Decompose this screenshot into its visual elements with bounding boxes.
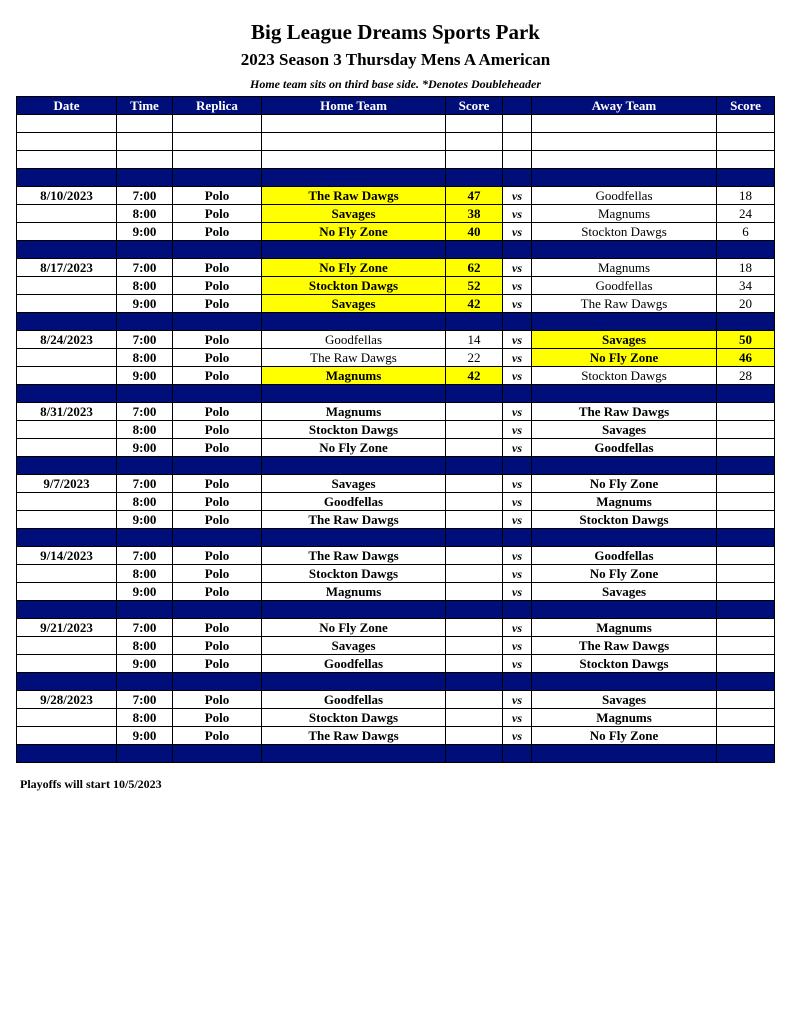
home-team-cell: Goodfellas xyxy=(262,691,446,709)
time-cell: 9:00 xyxy=(117,295,173,313)
away-team-cell: The Raw Dawgs xyxy=(532,403,717,421)
home-team-cell: Magnums xyxy=(262,367,446,385)
date-cell: 9/14/2023 xyxy=(17,547,117,565)
vs-cell: vs xyxy=(503,655,532,673)
home-team-cell: No Fly Zone xyxy=(262,439,446,457)
week-separator-row xyxy=(17,673,775,691)
week-separator-row xyxy=(17,313,775,331)
home-score-cell: 22 xyxy=(446,349,503,367)
home-team-cell: The Raw Dawgs xyxy=(262,349,446,367)
vs-cell: vs xyxy=(503,439,532,457)
game-row xyxy=(17,187,775,205)
home-team-cell: Savages xyxy=(262,205,446,223)
field-cell: Polo xyxy=(173,187,262,205)
home-score-cell xyxy=(446,691,503,709)
away-score-cell xyxy=(717,403,775,421)
date-cell xyxy=(17,637,117,655)
home-team-cell: The Raw Dawgs xyxy=(262,511,446,529)
away-score-cell: 6 xyxy=(717,223,775,241)
home-score-cell: 52 xyxy=(446,277,503,295)
vs-cell: vs xyxy=(503,475,532,493)
column-header-away-team: Away Team xyxy=(532,97,717,115)
home-team-cell: Magnums xyxy=(262,403,446,421)
vs-cell: vs xyxy=(503,637,532,655)
away-team-cell: Goodfellas xyxy=(532,187,717,205)
vs-cell: vs xyxy=(503,295,532,313)
away-team-cell: Magnums xyxy=(532,709,717,727)
field-cell: Polo xyxy=(173,367,262,385)
date-cell xyxy=(17,493,117,511)
week-separator-row xyxy=(17,169,775,187)
game-row xyxy=(17,259,775,277)
game-row xyxy=(17,349,775,367)
vs-cell: vs xyxy=(503,511,532,529)
game-row xyxy=(17,511,775,529)
field-cell: Polo xyxy=(173,709,262,727)
time-cell: 9:00 xyxy=(117,367,173,385)
home-team-cell: Savages xyxy=(262,295,446,313)
date-cell xyxy=(17,709,117,727)
page-note: Home team sits on third base side. *Denotes Doubleheader xyxy=(250,77,541,91)
week-separator-row xyxy=(17,601,775,619)
time-cell: 9:00 xyxy=(117,223,173,241)
home-team-cell: Goodfellas xyxy=(262,331,446,349)
home-score-cell xyxy=(446,619,503,637)
game-row xyxy=(17,403,775,421)
game-row xyxy=(17,475,775,493)
vs-cell: vs xyxy=(503,565,532,583)
home-team-cell: Stockton Dawgs xyxy=(262,709,446,727)
home-team-cell: Savages xyxy=(262,637,446,655)
home-score-cell xyxy=(446,475,503,493)
column-header-home-score: Score xyxy=(446,97,503,115)
away-score-cell xyxy=(717,565,775,583)
column-header-time: Time xyxy=(117,97,173,115)
away-team-cell: Stockton Dawgs xyxy=(532,511,717,529)
schedule-table xyxy=(16,96,775,763)
page-subtitle: 2023 Season 3 Thursday Mens A American xyxy=(240,50,551,69)
date-cell: 8/24/2023 xyxy=(17,331,117,349)
home-score-cell xyxy=(446,565,503,583)
page-title: Big League Dreams Sports Park xyxy=(251,20,540,44)
away-score-cell xyxy=(717,655,775,673)
away-team-cell: No Fly Zone xyxy=(532,727,717,745)
away-team-cell: The Raw Dawgs xyxy=(532,637,717,655)
away-score-cell: 20 xyxy=(717,295,775,313)
away-score-cell: 18 xyxy=(717,259,775,277)
away-team-cell: Magnums xyxy=(532,205,717,223)
field-cell: Polo xyxy=(173,331,262,349)
date-cell: 9/28/2023 xyxy=(17,691,117,709)
game-row xyxy=(17,367,775,385)
date-cell: 8/10/2023 xyxy=(17,187,117,205)
home-score-cell: 42 xyxy=(446,295,503,313)
playoffs-note: Playoffs will start 10/5/2023 xyxy=(20,777,162,791)
week-separator-row xyxy=(17,385,775,403)
away-score-cell: 50 xyxy=(717,331,775,349)
field-cell: Polo xyxy=(173,259,262,277)
field-cell: Polo xyxy=(173,439,262,457)
home-team-cell: Magnums xyxy=(262,583,446,601)
blank-row xyxy=(17,133,775,151)
vs-cell: vs xyxy=(503,277,532,295)
time-cell: 7:00 xyxy=(117,619,173,637)
home-team-cell: No Fly Zone xyxy=(262,259,446,277)
home-score-cell xyxy=(446,583,503,601)
home-score-cell xyxy=(446,511,503,529)
away-score-cell xyxy=(717,709,775,727)
game-row xyxy=(17,421,775,439)
game-row xyxy=(17,493,775,511)
vs-cell: vs xyxy=(503,547,532,565)
away-team-cell: Savages xyxy=(532,331,717,349)
game-row xyxy=(17,277,775,295)
vs-cell: vs xyxy=(503,619,532,637)
field-cell: Polo xyxy=(173,547,262,565)
vs-cell: vs xyxy=(503,367,532,385)
date-cell xyxy=(17,511,117,529)
time-cell: 7:00 xyxy=(117,547,173,565)
field-cell: Polo xyxy=(173,475,262,493)
away-team-cell: Stockton Dawgs xyxy=(532,655,717,673)
vs-cell: vs xyxy=(503,259,532,277)
vs-cell: vs xyxy=(503,349,532,367)
field-cell: Polo xyxy=(173,403,262,421)
away-score-cell xyxy=(717,637,775,655)
date-cell xyxy=(17,421,117,439)
week-separator-row xyxy=(17,457,775,475)
home-score-cell xyxy=(446,493,503,511)
home-team-cell: Stockton Dawgs xyxy=(262,565,446,583)
vs-cell: vs xyxy=(503,709,532,727)
field-cell: Polo xyxy=(173,205,262,223)
home-score-cell xyxy=(446,637,503,655)
home-score-cell xyxy=(446,727,503,745)
game-row xyxy=(17,637,775,655)
week-separator-row xyxy=(17,529,775,547)
away-score-cell: 46 xyxy=(717,349,775,367)
time-cell: 8:00 xyxy=(117,637,173,655)
date-cell xyxy=(17,727,117,745)
game-row xyxy=(17,223,775,241)
field-cell: Polo xyxy=(173,583,262,601)
home-score-cell: 40 xyxy=(446,223,503,241)
date-cell xyxy=(17,295,117,313)
away-score-cell xyxy=(717,547,775,565)
time-cell: 8:00 xyxy=(117,709,173,727)
time-cell: 9:00 xyxy=(117,439,173,457)
header-row xyxy=(17,97,775,115)
home-score-cell: 38 xyxy=(446,205,503,223)
field-cell: Polo xyxy=(173,511,262,529)
field-cell: Polo xyxy=(173,619,262,637)
home-score-cell xyxy=(446,709,503,727)
date-cell xyxy=(17,223,117,241)
field-cell: Polo xyxy=(173,421,262,439)
date-cell: 8/17/2023 xyxy=(17,259,117,277)
home-team-cell: Stockton Dawgs xyxy=(262,277,446,295)
away-team-cell: Savages xyxy=(532,691,717,709)
time-cell: 8:00 xyxy=(117,277,173,295)
away-team-cell: Goodfellas xyxy=(532,547,717,565)
blank-row xyxy=(17,151,775,169)
away-score-cell xyxy=(717,493,775,511)
game-row xyxy=(17,691,775,709)
away-team-cell: No Fly Zone xyxy=(532,349,717,367)
field-cell: Polo xyxy=(173,223,262,241)
game-row xyxy=(17,565,775,583)
date-cell xyxy=(17,565,117,583)
home-score-cell: 47 xyxy=(446,187,503,205)
home-team-cell: Stockton Dawgs xyxy=(262,421,446,439)
time-cell: 8:00 xyxy=(117,349,173,367)
date-cell xyxy=(17,439,117,457)
time-cell: 8:00 xyxy=(117,565,173,583)
time-cell: 7:00 xyxy=(117,403,173,421)
home-score-cell: 62 xyxy=(446,259,503,277)
field-cell: Polo xyxy=(173,655,262,673)
date-cell: 9/21/2023 xyxy=(17,619,117,637)
away-team-cell: Magnums xyxy=(532,493,717,511)
date-cell xyxy=(17,583,117,601)
time-cell: 9:00 xyxy=(117,583,173,601)
time-cell: 7:00 xyxy=(117,331,173,349)
away-team-cell: Magnums xyxy=(532,259,717,277)
date-cell: 8/31/2023 xyxy=(17,403,117,421)
game-row xyxy=(17,583,775,601)
field-cell: Polo xyxy=(173,349,262,367)
away-team-cell: Savages xyxy=(532,583,717,601)
date-cell xyxy=(17,205,117,223)
home-team-cell: No Fly Zone xyxy=(262,619,446,637)
game-row xyxy=(17,439,775,457)
field-cell: Polo xyxy=(173,277,262,295)
field-cell: Polo xyxy=(173,295,262,313)
game-row xyxy=(17,655,775,673)
home-team-cell: The Raw Dawgs xyxy=(262,727,446,745)
date-cell xyxy=(17,655,117,673)
week-separator-row xyxy=(17,241,775,259)
away-score-cell: 24 xyxy=(717,205,775,223)
away-team-cell: Goodfellas xyxy=(532,439,717,457)
field-cell: Polo xyxy=(173,691,262,709)
column-header-date: Date xyxy=(17,97,117,115)
time-cell: 7:00 xyxy=(117,187,173,205)
home-team-cell: Savages xyxy=(262,475,446,493)
field-cell: Polo xyxy=(173,493,262,511)
away-team-cell: Stockton Dawgs xyxy=(532,367,717,385)
away-score-cell xyxy=(717,619,775,637)
schedule-body xyxy=(17,115,775,763)
vs-cell: vs xyxy=(503,205,532,223)
home-score-cell xyxy=(446,421,503,439)
date-cell xyxy=(17,367,117,385)
away-score-cell xyxy=(717,421,775,439)
away-score-cell xyxy=(717,475,775,493)
vs-cell: vs xyxy=(503,727,532,745)
time-cell: 7:00 xyxy=(117,259,173,277)
home-score-cell xyxy=(446,439,503,457)
column-header-away-score: Score xyxy=(717,97,775,115)
home-team-cell: No Fly Zone xyxy=(262,223,446,241)
date-cell xyxy=(17,349,117,367)
away-score-cell xyxy=(717,691,775,709)
away-team-cell: Savages xyxy=(532,421,717,439)
game-row xyxy=(17,709,775,727)
time-cell: 8:00 xyxy=(117,205,173,223)
vs-cell: vs xyxy=(503,403,532,421)
away-score-cell: 34 xyxy=(717,277,775,295)
home-score-cell xyxy=(446,547,503,565)
away-team-cell: Stockton Dawgs xyxy=(532,223,717,241)
away-score-cell: 18 xyxy=(717,187,775,205)
game-row xyxy=(17,205,775,223)
time-cell: 9:00 xyxy=(117,655,173,673)
date-cell xyxy=(17,277,117,295)
home-team-cell: The Raw Dawgs xyxy=(262,187,446,205)
vs-cell: vs xyxy=(503,421,532,439)
away-score-cell xyxy=(717,583,775,601)
time-cell: 9:00 xyxy=(117,511,173,529)
away-score-cell xyxy=(717,439,775,457)
vs-cell: vs xyxy=(503,691,532,709)
away-score-cell xyxy=(717,727,775,745)
blank-row xyxy=(17,115,775,133)
away-team-cell: The Raw Dawgs xyxy=(532,295,717,313)
game-row xyxy=(17,619,775,637)
column-header-vs xyxy=(503,97,532,115)
game-row xyxy=(17,331,775,349)
time-cell: 8:00 xyxy=(117,493,173,511)
date-cell: 9/7/2023 xyxy=(17,475,117,493)
time-cell: 7:00 xyxy=(117,475,173,493)
away-team-cell: Magnums xyxy=(532,619,717,637)
time-cell: 8:00 xyxy=(117,421,173,439)
home-score-cell xyxy=(446,655,503,673)
time-cell: 9:00 xyxy=(117,727,173,745)
home-score-cell: 14 xyxy=(446,331,503,349)
away-score-cell: 28 xyxy=(717,367,775,385)
away-team-cell: No Fly Zone xyxy=(532,565,717,583)
away-team-cell: No Fly Zone xyxy=(532,475,717,493)
home-team-cell: Goodfellas xyxy=(262,493,446,511)
away-score-cell xyxy=(717,511,775,529)
field-cell: Polo xyxy=(173,727,262,745)
home-team-cell: The Raw Dawgs xyxy=(262,547,446,565)
game-row xyxy=(17,295,775,313)
field-cell: Polo xyxy=(173,565,262,583)
home-score-cell: 42 xyxy=(446,367,503,385)
week-separator-row xyxy=(17,745,775,763)
vs-cell: vs xyxy=(503,331,532,349)
home-team-cell: Goodfellas xyxy=(262,655,446,673)
vs-cell: vs xyxy=(503,187,532,205)
vs-cell: vs xyxy=(503,583,532,601)
vs-cell: vs xyxy=(503,223,532,241)
column-header-replica: Replica xyxy=(173,97,262,115)
time-cell: 7:00 xyxy=(117,691,173,709)
vs-cell: vs xyxy=(503,493,532,511)
home-score-cell xyxy=(446,403,503,421)
away-team-cell: Goodfellas xyxy=(532,277,717,295)
game-row xyxy=(17,547,775,565)
game-row xyxy=(17,727,775,745)
column-header-home-team: Home Team xyxy=(262,97,446,115)
field-cell: Polo xyxy=(173,637,262,655)
